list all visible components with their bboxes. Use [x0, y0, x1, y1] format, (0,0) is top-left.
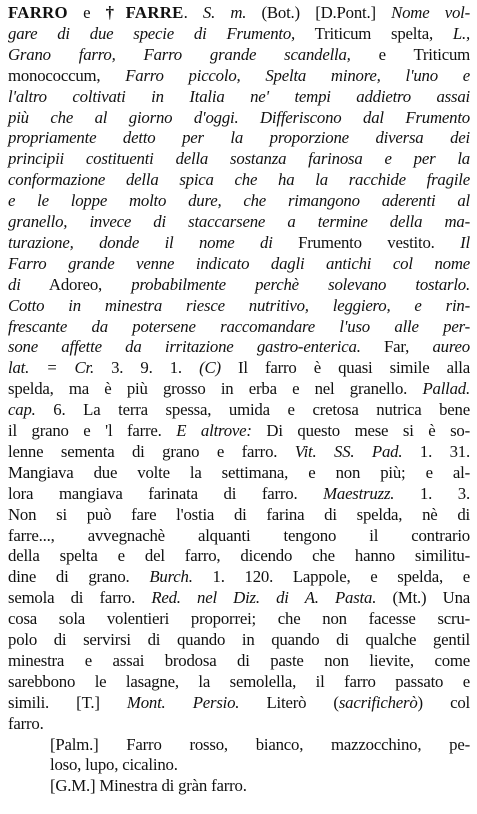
italic-text: Farro grande venne indicato dagli antichi col nome — [8, 253, 470, 273]
italic-text: Farro piccolo, Spelta minore, l'uno e — [125, 65, 470, 85]
italic-text: Il — [460, 232, 470, 252]
italic-text: lat. = Cr. — [8, 358, 94, 378]
roman-text: cosa sola volentieri proporrei; che non facesse scru- — [8, 609, 470, 629]
headword: FARRO — [8, 3, 68, 22]
roman-text: e Triticum — [350, 44, 470, 64]
roman-text: Far, — [360, 337, 433, 357]
italic-text: L., — [452, 23, 470, 43]
italic-text: (C) — [199, 358, 221, 378]
roman-text: 3. 9. 1. — [93, 358, 200, 378]
italic-text: Mont. Persio. — [126, 692, 240, 712]
roman-text: farro. — [8, 713, 44, 733]
roman-text: Frumento vestito. — [272, 232, 461, 252]
italic-text: frescante da potersene raccomandare l'uso alle per- — [8, 316, 470, 336]
roman-text: lenne sementa di grano e farro. — [8, 441, 295, 461]
roman-text: spelda, ma è più grosso in erba e nel granello. — [8, 379, 423, 399]
roman-text: . — [183, 3, 203, 22]
roman-text: monococcum, — [8, 65, 126, 85]
italic-text: sone affette da irritazione gastro-enterica. — [8, 337, 361, 357]
italic-text: probabilmente perchè solevano tostarlo. — [131, 274, 470, 294]
roman-text: semola di farro. — [8, 588, 152, 608]
roman-text: sarebbono le lasagne, la semolella, il farro passato e — [8, 671, 470, 691]
italic-text: sacrificherò — [338, 692, 418, 712]
italic-text: Maestruzz. — [323, 483, 395, 503]
roman-text: farre..., avvegnachè alquanti tengono il contrario — [8, 525, 470, 545]
entry-line — [8, 691, 470, 715]
italic-text: conformazione della spica che ha la racchide fragile — [8, 170, 470, 190]
roman-text: 6. La terra spessa, umida e cretosa nutrica bene — [35, 400, 470, 420]
roman-text: il grano e 'l farre. — [8, 421, 177, 440]
roman-text: minestra e assai brodosa di paste non lievite, come — [8, 650, 470, 670]
italic-text: principii costituenti della sostanza farinosa e per la — [8, 149, 470, 169]
roman-text: Triticum spelta, — [295, 23, 453, 43]
roman-text: Literò ( — [239, 692, 339, 712]
italic-text: turazione, donde il nome di — [8, 232, 273, 252]
italic-text: cap. — [8, 400, 36, 420]
entry-line — [50, 774, 247, 798]
roman-text: Non si può fare l'ostia di farina di spelda, nè di — [8, 504, 470, 524]
italic-text: granello, invece di staccarsene a termine della ma- — [8, 212, 470, 231]
roman-text: 1. 31. — [402, 441, 470, 461]
italic-text: Red. nel Diz. di A. Pasta. — [151, 588, 377, 608]
roman-text: dine di grano. — [8, 567, 150, 587]
italic-text: propriamente detto per la proporzione diversa dei — [8, 128, 470, 148]
italic-text: Vit. SS. Pad. — [294, 441, 403, 461]
italic-text: S. m. — [202, 3, 247, 22]
italic-text: più che al giorno d'oggi. Differiscono dal Frumento — [8, 107, 470, 127]
roman-text: Mangiava due volte la settimana, e non più; e al- — [8, 462, 470, 482]
roman-text: 1. 120. Lappole, e spelda, e — [192, 567, 471, 587]
roman-text: (Mt.) Una — [376, 588, 471, 608]
roman-text: Di questo mese si è so- — [251, 421, 470, 440]
roman-text: (Bot.) [D.Pont.] — [246, 3, 392, 22]
roman-text: lora mangiava farinata di farro. — [8, 483, 324, 503]
roman-text: loso, lupo, cicalino. — [50, 755, 178, 775]
italic-text: Burch. — [149, 567, 193, 587]
roman-text: 1. 3. — [394, 483, 470, 503]
headword: †FARRE — [105, 3, 184, 22]
italic-text: aureo — [432, 337, 470, 357]
italic-text: Pallad. — [422, 379, 470, 399]
roman-text: e — [67, 3, 106, 22]
italic-text: E altrove: — [176, 421, 252, 440]
roman-text: della spelta e del farro, dicendo che hanno similitu- — [8, 546, 470, 566]
italic-text: Cotto in minestra riesce nutritivo, leggiero, e rin- — [8, 295, 470, 315]
roman-text: Il farro è quasi simile alla — [220, 358, 471, 378]
roman-text: simili. [T.] — [8, 692, 127, 712]
italic-text: di — [8, 274, 21, 294]
italic-text: Nome vol- — [391, 3, 470, 22]
italic-text: e le loppe molto dure, che rimangono aderenti al — [8, 191, 470, 211]
roman-text: [Palm.] Farro rosso, bianco, mazzocchino, pe- — [50, 734, 470, 754]
roman-text: [G.M.] Minestra di gràn farro. — [50, 776, 247, 796]
italic-text: gare di due specie di Frumento, — [8, 23, 296, 43]
roman-text: polo di servirsi di quando in quando di qualche gentil — [8, 630, 470, 649]
entry-line — [8, 712, 44, 736]
italic-text: l'altro coltivati in Italia ne' tempi addietro assai — [8, 86, 470, 106]
roman-text: ) col — [417, 692, 470, 712]
italic-text: Grano farro, Farro grande scandella, — [8, 44, 351, 64]
roman-text: Adoreo, — [20, 274, 132, 294]
